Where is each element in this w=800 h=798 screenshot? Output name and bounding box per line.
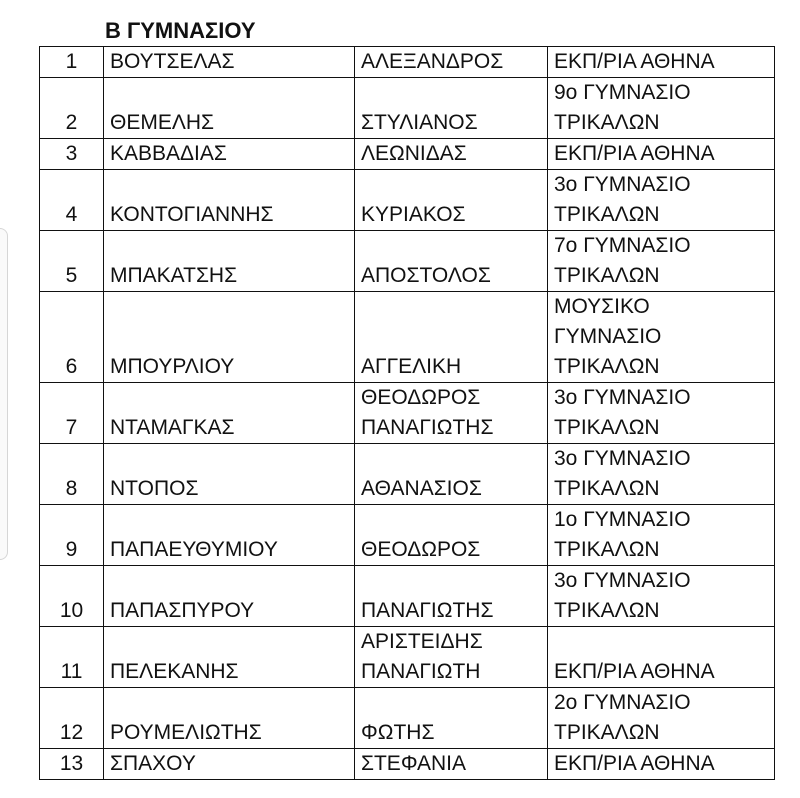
table-row bbox=[40, 231, 775, 292]
firstname-cell-line: ΦΩΤΗΣ bbox=[361, 721, 435, 744]
table-row bbox=[40, 139, 775, 170]
row-number: 8 bbox=[40, 444, 104, 505]
row-number: 11 bbox=[40, 627, 104, 688]
row-number: 13 bbox=[40, 749, 104, 780]
firstname-cell-line: ΑΠΟΣΤΟΛΟΣ bbox=[361, 264, 491, 287]
scroll-edge bbox=[0, 228, 8, 560]
surname-cell: ΠΑΠΑΣΠΥΡΟΥ bbox=[104, 566, 355, 627]
school-cell-line: 3ο ΓΥΜΝΑΣΙΟ bbox=[554, 569, 691, 592]
surname-cell: ΚΑΒΒΑΔΙΑΣ bbox=[104, 139, 355, 170]
table-row bbox=[40, 292, 775, 383]
table-row bbox=[40, 170, 775, 231]
firstname-cell bbox=[355, 170, 548, 231]
page-title: Β ΓΥΜΝΑΣΙΟΥ bbox=[105, 18, 256, 43]
table-row bbox=[40, 47, 775, 78]
school-cell bbox=[548, 292, 775, 383]
school-cell-line: ΕΚΠ/ΡΙΑ ΑΘΗΝΑ bbox=[554, 142, 715, 165]
table-row bbox=[40, 688, 775, 749]
row-number: 10 bbox=[40, 566, 104, 627]
firstname-cell-line: ΑΓΓΕΛΙΚΗ bbox=[361, 355, 462, 378]
firstname-cell bbox=[355, 505, 548, 566]
row-number: 1 bbox=[40, 47, 104, 78]
firstname-cell-line: ΣΤΥΛΙΑΝΟΣ bbox=[361, 111, 478, 134]
school-cell-line: ΕΚΠ/ΡΙΑ ΑΘΗΝΑ bbox=[554, 752, 715, 775]
school-cell-line: 3ο ΓΥΜΝΑΣΙΟ bbox=[554, 173, 691, 196]
school-cell-line: 1ο ΓΥΜΝΑΣΙΟ bbox=[554, 508, 691, 531]
school-cell bbox=[548, 78, 775, 139]
school-cell bbox=[548, 47, 775, 78]
firstname-cell-line: ΠΑΝΑΓΙΩΤΗΣ bbox=[361, 599, 494, 622]
school-cell-line: ΤΡΙΚΑΛΩΝ bbox=[554, 599, 660, 622]
surname-cell: ΜΠΑΚΑΤΣΗΣ bbox=[104, 231, 355, 292]
firstname-cell bbox=[355, 47, 548, 78]
firstname-cell-line: ΠΑΝΑΓΙΩΤΗ bbox=[361, 660, 481, 683]
firstname-cell-line: ΚΥΡΙΑΚΟΣ bbox=[361, 203, 466, 226]
school-cell bbox=[548, 231, 775, 292]
school-cell-line: ΤΡΙΚΑΛΩΝ bbox=[554, 264, 660, 287]
row-number: 2 bbox=[40, 78, 104, 139]
school-cell-line: ΤΡΙΚΑΛΩΝ bbox=[554, 538, 660, 561]
firstname-cell bbox=[355, 749, 548, 780]
school-cell bbox=[548, 139, 775, 170]
school-cell-line: ΕΚΠ/ΡΙΑ ΑΘΗΝΑ bbox=[554, 660, 715, 683]
surname-cell: ΡΟΥΜΕΛΙΩΤΗΣ bbox=[104, 688, 355, 749]
school-cell-line: 9ο ΓΥΜΝΑΣΙΟ bbox=[554, 81, 691, 104]
row-number: 7 bbox=[40, 383, 104, 444]
table-row bbox=[40, 78, 775, 139]
firstname-cell bbox=[355, 139, 548, 170]
firstname-cell bbox=[355, 231, 548, 292]
surname-cell: ΝΤΟΠΟΣ bbox=[104, 444, 355, 505]
firstname-cell-line: ΛΕΩΝΙΔΑΣ bbox=[361, 142, 467, 165]
school-cell bbox=[548, 505, 775, 566]
row-number: 3 bbox=[40, 139, 104, 170]
school-cell-line: ΤΡΙΚΑΛΩΝ bbox=[554, 203, 660, 226]
school-cell-line: ΤΡΙΚΑΛΩΝ bbox=[554, 721, 660, 744]
table-row bbox=[40, 383, 775, 444]
table-row bbox=[40, 627, 775, 688]
surname-cell: ΜΠΟΥΡΛΙΟΥ bbox=[104, 292, 355, 383]
firstname-cell bbox=[355, 444, 548, 505]
school-cell-line: ΕΚΠ/ΡΙΑ ΑΘΗΝΑ bbox=[554, 50, 715, 73]
school-cell-line: ΓΥΜΝΑΣΙΟ bbox=[554, 325, 662, 348]
row-number: 12 bbox=[40, 688, 104, 749]
table-row bbox=[40, 749, 775, 780]
firstname-cell bbox=[355, 566, 548, 627]
school-cell-line: 2ο ΓΥΜΝΑΣΙΟ bbox=[554, 691, 691, 714]
school-cell bbox=[548, 688, 775, 749]
firstname-cell-line: ΣΤΕΦΑΝΙΑ bbox=[361, 752, 466, 775]
school-cell-line: 7ο ΓΥΜΝΑΣΙΟ bbox=[554, 234, 691, 257]
surname-cell: ΚΟΝΤΟΓΙΑΝΝΗΣ bbox=[104, 170, 355, 231]
firstname-cell-line: ΑΡΙΣΤΕΙΔΗΣ bbox=[361, 630, 483, 653]
school-cell bbox=[548, 444, 775, 505]
surname-cell: ΠΑΠΑΕΥΘΥΜΙΟΥ bbox=[104, 505, 355, 566]
school-cell bbox=[548, 383, 775, 444]
table-row bbox=[40, 566, 775, 627]
firstname-cell-line: ΘΕΟΔΩΡΟΣ bbox=[361, 386, 481, 409]
firstname-cell bbox=[355, 627, 548, 688]
surname-cell: ΒΟΥΤΣΕΛΑΣ bbox=[104, 47, 355, 78]
firstname-cell bbox=[355, 383, 548, 444]
firstname-cell bbox=[355, 292, 548, 383]
school-cell-line: 3ο ΓΥΜΝΑΣΙΟ bbox=[554, 386, 691, 409]
firstname-cell-line: ΘΕΟΔΩΡΟΣ bbox=[361, 538, 481, 561]
school-cell-line: 3ο ΓΥΜΝΑΣΙΟ bbox=[554, 447, 691, 470]
surname-cell: ΝΤΑΜΑΓΚΑΣ bbox=[104, 383, 355, 444]
table-row bbox=[40, 444, 775, 505]
table-row bbox=[40, 505, 775, 566]
surname-cell: ΣΠΑΧΟΥ bbox=[104, 749, 355, 780]
school-cell-line: ΤΡΙΚΑΛΩΝ bbox=[554, 416, 660, 439]
row-number: 9 bbox=[40, 505, 104, 566]
row-number: 6 bbox=[40, 292, 104, 383]
firstname-cell bbox=[355, 688, 548, 749]
firstname-cell-line: ΠΑΝΑΓΙΩΤΗΣ bbox=[361, 416, 494, 439]
school-cell bbox=[548, 566, 775, 627]
student-table bbox=[39, 46, 775, 780]
row-number: 4 bbox=[40, 170, 104, 231]
firstname-cell bbox=[355, 78, 548, 139]
surname-cell: ΘΕΜΕΛΗΣ bbox=[104, 78, 355, 139]
school-cell-line: ΤΡΙΚΑΛΩΝ bbox=[554, 111, 660, 134]
firstname-cell-line: ΑΘΑΝΑΣΙΟΣ bbox=[361, 477, 482, 500]
school-cell-line: ΤΡΙΚΑΛΩΝ bbox=[554, 477, 660, 500]
school-cell bbox=[548, 627, 775, 688]
table-body bbox=[40, 47, 775, 780]
surname-cell: ΠΕΛΕΚΑΝΗΣ bbox=[104, 627, 355, 688]
school-cell bbox=[548, 749, 775, 780]
firstname-cell-line: ΑΛΕΞΑΝΔΡΟΣ bbox=[361, 50, 504, 73]
school-cell-line: ΤΡΙΚΑΛΩΝ bbox=[554, 355, 660, 378]
school-cell bbox=[548, 170, 775, 231]
school-cell-line: ΜΟΥΣΙΚΟ bbox=[554, 295, 650, 318]
row-number: 5 bbox=[40, 231, 104, 292]
